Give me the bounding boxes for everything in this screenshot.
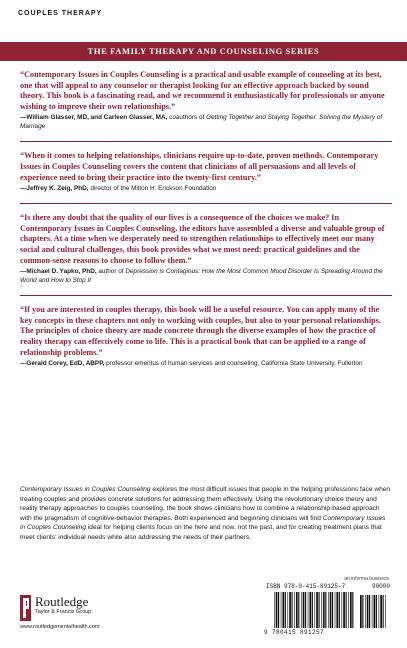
quote-author: —William Glasser, MD, and Carleen Glasser, MA, [20, 114, 168, 122]
quote-attribution [20, 359, 392, 368]
routledge-logo-icon [20, 595, 31, 621]
price-code: 90000 [371, 583, 390, 590]
quote-author: —Jeffrey K. Zeig, PhD, [20, 185, 89, 193]
book-title: Contemporary Issues in Couples Counseling [20, 514, 386, 532]
quote-work: Depression is Contagious: How the Most Common Mood Disorder Is Spreading Around the World and How to Stop It [20, 268, 383, 285]
publisher-logo [20, 593, 140, 633]
endorsement-quote [20, 70, 392, 131]
isbn-number: ISBN 978-0-415-89125-7 [266, 583, 346, 590]
divider [20, 203, 392, 204]
quote-attribution [20, 113, 392, 131]
quote-text: “If you are interested in couples therapy, this book will be a useful resource. You can apply many of the key concepts in these chapters not only to working with couples, but also to your personal relationships. The principles of choice theory are made concrete through the diverse examples of how the practice of reality therapy can effectively come to life. This is a practical book that can be applied to a range of relationship problems.” [20, 305, 381, 357]
informa-tagline: an informa business [344, 576, 389, 582]
quote-attribution [20, 267, 392, 285]
publisher-group: Taylor & Francis Group [35, 609, 92, 615]
category-label: COUPLES THERAPY [18, 10, 103, 17]
endorsement-quote [20, 151, 392, 193]
quote-attribution [20, 184, 392, 193]
endorsement-quote [20, 213, 392, 285]
quote-author: —Gerald Corey, EdD, ABPP, [20, 360, 105, 368]
book-title: Contemporary Issues in Couples Counseling [20, 486, 151, 493]
book-description [20, 485, 392, 543]
endorsements [20, 70, 392, 378]
divider [20, 141, 392, 142]
ean-barcode-icon [274, 592, 356, 628]
quote-author: —Michael D. Yapko, PhD, [20, 268, 97, 276]
ean-digits: 9 780415 891257 [264, 629, 325, 636]
divider [20, 295, 392, 296]
quote-detail: director of the Milton H. Erickson Foundation [88, 185, 217, 193]
description-body: explores the most difficult issues that people in the helping professions face when treating couples and provides concrete solutions for addressing them effectively. Using the revolutionary choice theory and reality therapy approaches to couples counseling, the book shows clinicians how to combine a relationship-based approach with the pragmatism of cognitive-behavior therapies. Both experienced and beginning clinicians will find [20, 486, 391, 522]
description-body: ideal for helping clients focus on the here and now, not the past, and for creating treatment plans that meet clients’ individual needs while also addressing the needs of their partners. [20, 524, 382, 541]
price-barcode-icon [360, 595, 388, 628]
quote-text: “Contemporary Issues in Couples Counseling is a practical and usable example of counseling at its best, one that will appeal to any counselor or therapist looking for an effective approach backed by sound theory. This book is a fascinating read, and we recommend it enthusiastically for professionals or anyone wishing to improve their own relationships.” [20, 70, 385, 111]
publisher-name: Routledge [35, 594, 89, 609]
quote-text: “When it comes to helping relationships, clinicians require up-to-date, proven methods. Contemporary Issues in Couples Counseling covers the content that clinicians of all persuasions and all levels of experience need to bring their practice into the twenty-first century.” [20, 151, 379, 182]
endorsement-quote [20, 305, 392, 368]
series-banner: THE FAMILY THERAPY AND COUNSELING SERIES [0, 42, 407, 61]
quote-detail: professor emeritus of human services and counseling, California State University, Fullerton [104, 360, 363, 368]
quote-detail: author of [96, 268, 126, 276]
quote-text: “Is there any doubt that the quality of our lives is a consequence of the choices we make? In Contemporary Issues in Couples Counseling, the editors have assembled a diverse and valuable group of chapters. At a time when we desperately need to strengthen relationships to effectively meet our many social and cultural challenges, this book provides what we most need: practical guidelines and the common-sense reasons to choose to follow them.” [20, 213, 385, 265]
publisher-url: www.routledgementalhealth.com [20, 624, 100, 630]
quote-work: Getting Together and Staying Together: Solving the Mystery of Marriage [20, 114, 383, 131]
barcode-block [264, 583, 392, 638]
quote-detail: coauthors of [167, 114, 207, 122]
